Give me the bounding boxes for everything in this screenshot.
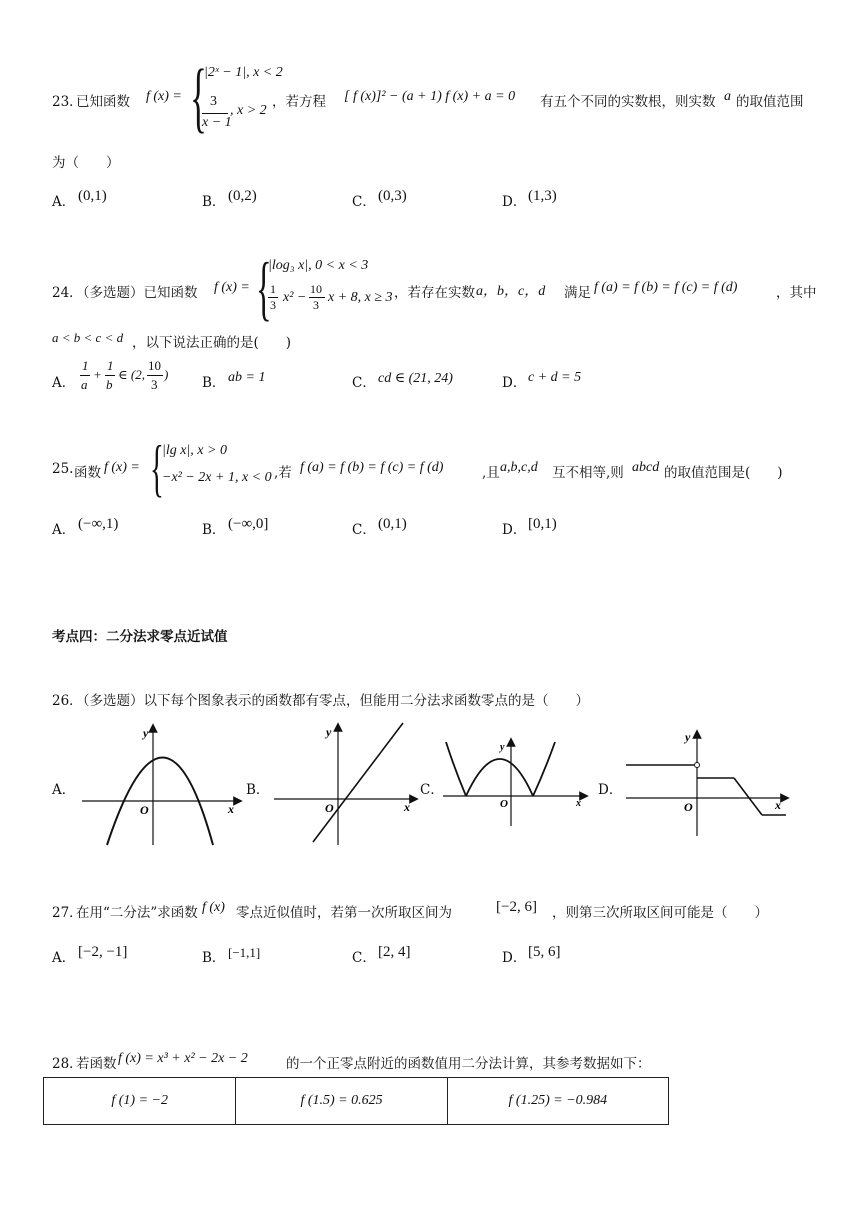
q24-brace: {	[256, 248, 272, 328]
q24-case2-a: 1	[270, 282, 276, 296]
q27-option-c: [2, 4]	[378, 944, 411, 960]
q25-equation: f (a) = f (b) = f (c) = f (d)	[300, 460, 444, 475]
q23-line2: 为（ ）	[52, 155, 120, 171]
q26-graph-d-label: D．	[598, 782, 623, 798]
q27-text3: ，则第三次所取区间可能是（ ）	[552, 905, 768, 921]
q23-option-c: (0,3)	[378, 188, 407, 204]
q27-option-a-label: A．	[52, 950, 76, 966]
q23-case2-den: x − 1	[202, 115, 232, 130]
q23-var-a: a	[724, 89, 731, 104]
q26-number: 26．	[52, 693, 83, 709]
q25-case2: −x² − 2x + 1, x < 0	[162, 470, 272, 485]
q26-text: （多选题）以下每个图象表示的函数都有零点，但能用二分法求函数零点的是（ ）	[76, 693, 589, 709]
q23-brace: {	[190, 53, 207, 140]
q23-tail: 的取值范围	[736, 94, 804, 110]
q24-line2-text: ，以下说法正确的是( )	[132, 335, 292, 351]
q24-lead: （多选题）已知函数	[76, 285, 198, 301]
q24-equation: f (a) = f (b) = f (c) = f (d)	[594, 280, 738, 295]
table-row	[44, 1078, 669, 1125]
q26-graph-b	[274, 723, 414, 845]
q24-option-c: cd ∈ (21, 24)	[378, 371, 453, 386]
q24-case2-d: 3	[313, 298, 319, 312]
q28-text2: 的一个正零点附近的函数值用二分法计算，其参考数据如下：	[286, 1056, 651, 1072]
q26-graph-b-label: B．	[246, 782, 270, 798]
q23-option-c-label: C．	[352, 194, 376, 210]
q26-a-origin-label: O	[140, 803, 149, 817]
q25-abcd: abcd	[632, 460, 660, 475]
q23-option-d: (1,3)	[528, 188, 557, 204]
q25-option-b-label: B．	[202, 522, 226, 538]
q27-option-b: [−1,1]	[228, 945, 261, 960]
q24-option-c-label: C．	[352, 375, 376, 391]
q23-option-b-label: B．	[202, 194, 226, 210]
q24-mid1: ，若存在实数	[394, 285, 475, 301]
q27-number: 27．	[52, 905, 83, 921]
q25-mid2: ,且	[482, 465, 500, 481]
q26-b-y-label: y	[326, 725, 332, 739]
q24-case2-c: 10	[310, 282, 322, 296]
q26-c-x-label: x	[576, 798, 581, 809]
q24-vars: a，b，c，d	[476, 284, 546, 299]
q26-d-origin-label: O	[684, 800, 693, 814]
q26-d-y-label: y	[685, 730, 691, 744]
q23-option-b: (0,2)	[228, 188, 257, 204]
table-cell-f1-25: f (1.25) = −0.984	[447, 1078, 668, 1125]
q24-tail: ，其中	[776, 285, 817, 301]
q27-text1: 在用“二分法”求函数	[76, 905, 198, 921]
q28-reference-table	[43, 1077, 669, 1125]
q28-fx: f (x) = x³ + x² − 2x − 2	[118, 1051, 248, 1066]
q23-case1: |2ˣ − 1|, x < 2	[204, 65, 283, 80]
table-cell-f1-5: f (1.5) = 0.625	[236, 1078, 447, 1125]
q24-mid2: 满足	[564, 285, 591, 301]
q23-mid1: ，若方程	[272, 94, 326, 110]
q25-number: 25.	[52, 461, 74, 477]
q25-option-c: (0,1)	[378, 516, 407, 532]
q25-mid3: 互不相等,则	[552, 465, 624, 481]
q26-a-y-label: y	[143, 726, 149, 740]
q25-option-d-label: D．	[502, 522, 527, 538]
section-4-title: 考点四：二分法求零点近试值	[52, 629, 228, 645]
q23-case2-num: 3	[210, 94, 217, 109]
q27-interval: [−2, 6]	[496, 899, 537, 915]
q27-option-d: [5, 6]	[528, 944, 561, 960]
q23-number: 23．	[52, 94, 83, 110]
table-cell-f1: f (1) = −2	[44, 1078, 236, 1125]
q24-case2-end: x + 8, x ≥ 3	[328, 290, 393, 305]
q26-graph-a	[82, 726, 238, 845]
q24-line2-math: a < b < c < d	[52, 330, 124, 345]
q24-case2-b: 3	[270, 298, 276, 312]
q26-c-origin-label: O	[500, 798, 508, 810]
q26-d-x-label: x	[775, 798, 781, 812]
q23-case2-cond: , x > 2	[230, 103, 267, 118]
q24-case1: |log₃ x|, 0 < x < 3	[268, 258, 369, 273]
q26-graph-c	[443, 742, 584, 826]
q25-option-c-label: C．	[352, 522, 376, 538]
q27-option-d-label: D．	[502, 950, 527, 966]
q23-option-a: (0,1)	[78, 188, 107, 204]
q27-option-c-label: C．	[352, 950, 376, 966]
q25-tail: 的取值范围是( )	[664, 465, 783, 481]
q24-number: 24．	[52, 285, 83, 301]
q26-b-x-label: x	[404, 800, 410, 814]
q27-option-a: [−2, −1]	[78, 944, 128, 960]
q24-option-b: ab = 1	[228, 370, 266, 385]
q25-fx: f (x) =	[104, 460, 140, 475]
q25-mid1: ,若	[274, 465, 292, 481]
q26-c-y-label: y	[500, 742, 505, 753]
q25-lead: 函数	[74, 465, 101, 481]
q28-number: 28．	[52, 1056, 83, 1072]
q23-fx: f (x) =	[146, 89, 182, 104]
q24-case2-mid: x² −	[283, 290, 307, 305]
q27-fx: f (x)	[202, 900, 225, 915]
q26-graph-a-label: A．	[52, 782, 76, 798]
q25-option-a: (−∞,1)	[78, 516, 119, 532]
q26-graph-c-label: C．	[420, 782, 444, 798]
q24-option-d: c + d = 5	[528, 370, 582, 385]
q26-a-x-label: x	[228, 802, 234, 816]
q24-option-a-label: A．	[52, 375, 76, 391]
q27-text2: 零点近似值时，若第一次所取区间为	[236, 905, 452, 921]
q25-option-b: (−∞,0]	[228, 516, 269, 532]
q24-fx: f (x) =	[214, 280, 250, 295]
q25-option-d: [0,1)	[528, 516, 557, 532]
q25-brace: {	[150, 432, 164, 503]
q27-option-b-label: B．	[202, 950, 226, 966]
q23-mid2: 有五个不同的实数根，则实数	[540, 94, 716, 110]
q26-graph-d	[626, 730, 786, 836]
q24-option-d-label: D．	[502, 375, 527, 391]
q23-lead: 已知函数	[76, 94, 130, 110]
q25-option-a-label: A．	[52, 522, 76, 538]
q24-option-b-label: B．	[202, 375, 226, 391]
q26-b-origin-label: O	[325, 801, 334, 815]
q23-equation: [ f (x)]² − (a + 1) f (x) + a = 0	[344, 89, 516, 104]
q25-case1: |lg x|, x > 0	[162, 443, 227, 458]
q28-text1: 若函数	[76, 1056, 117, 1072]
q23-option-d-label: D．	[502, 194, 527, 210]
q25-vars: a,b,c,d	[500, 460, 538, 475]
q23-option-a-label: A．	[52, 194, 76, 210]
